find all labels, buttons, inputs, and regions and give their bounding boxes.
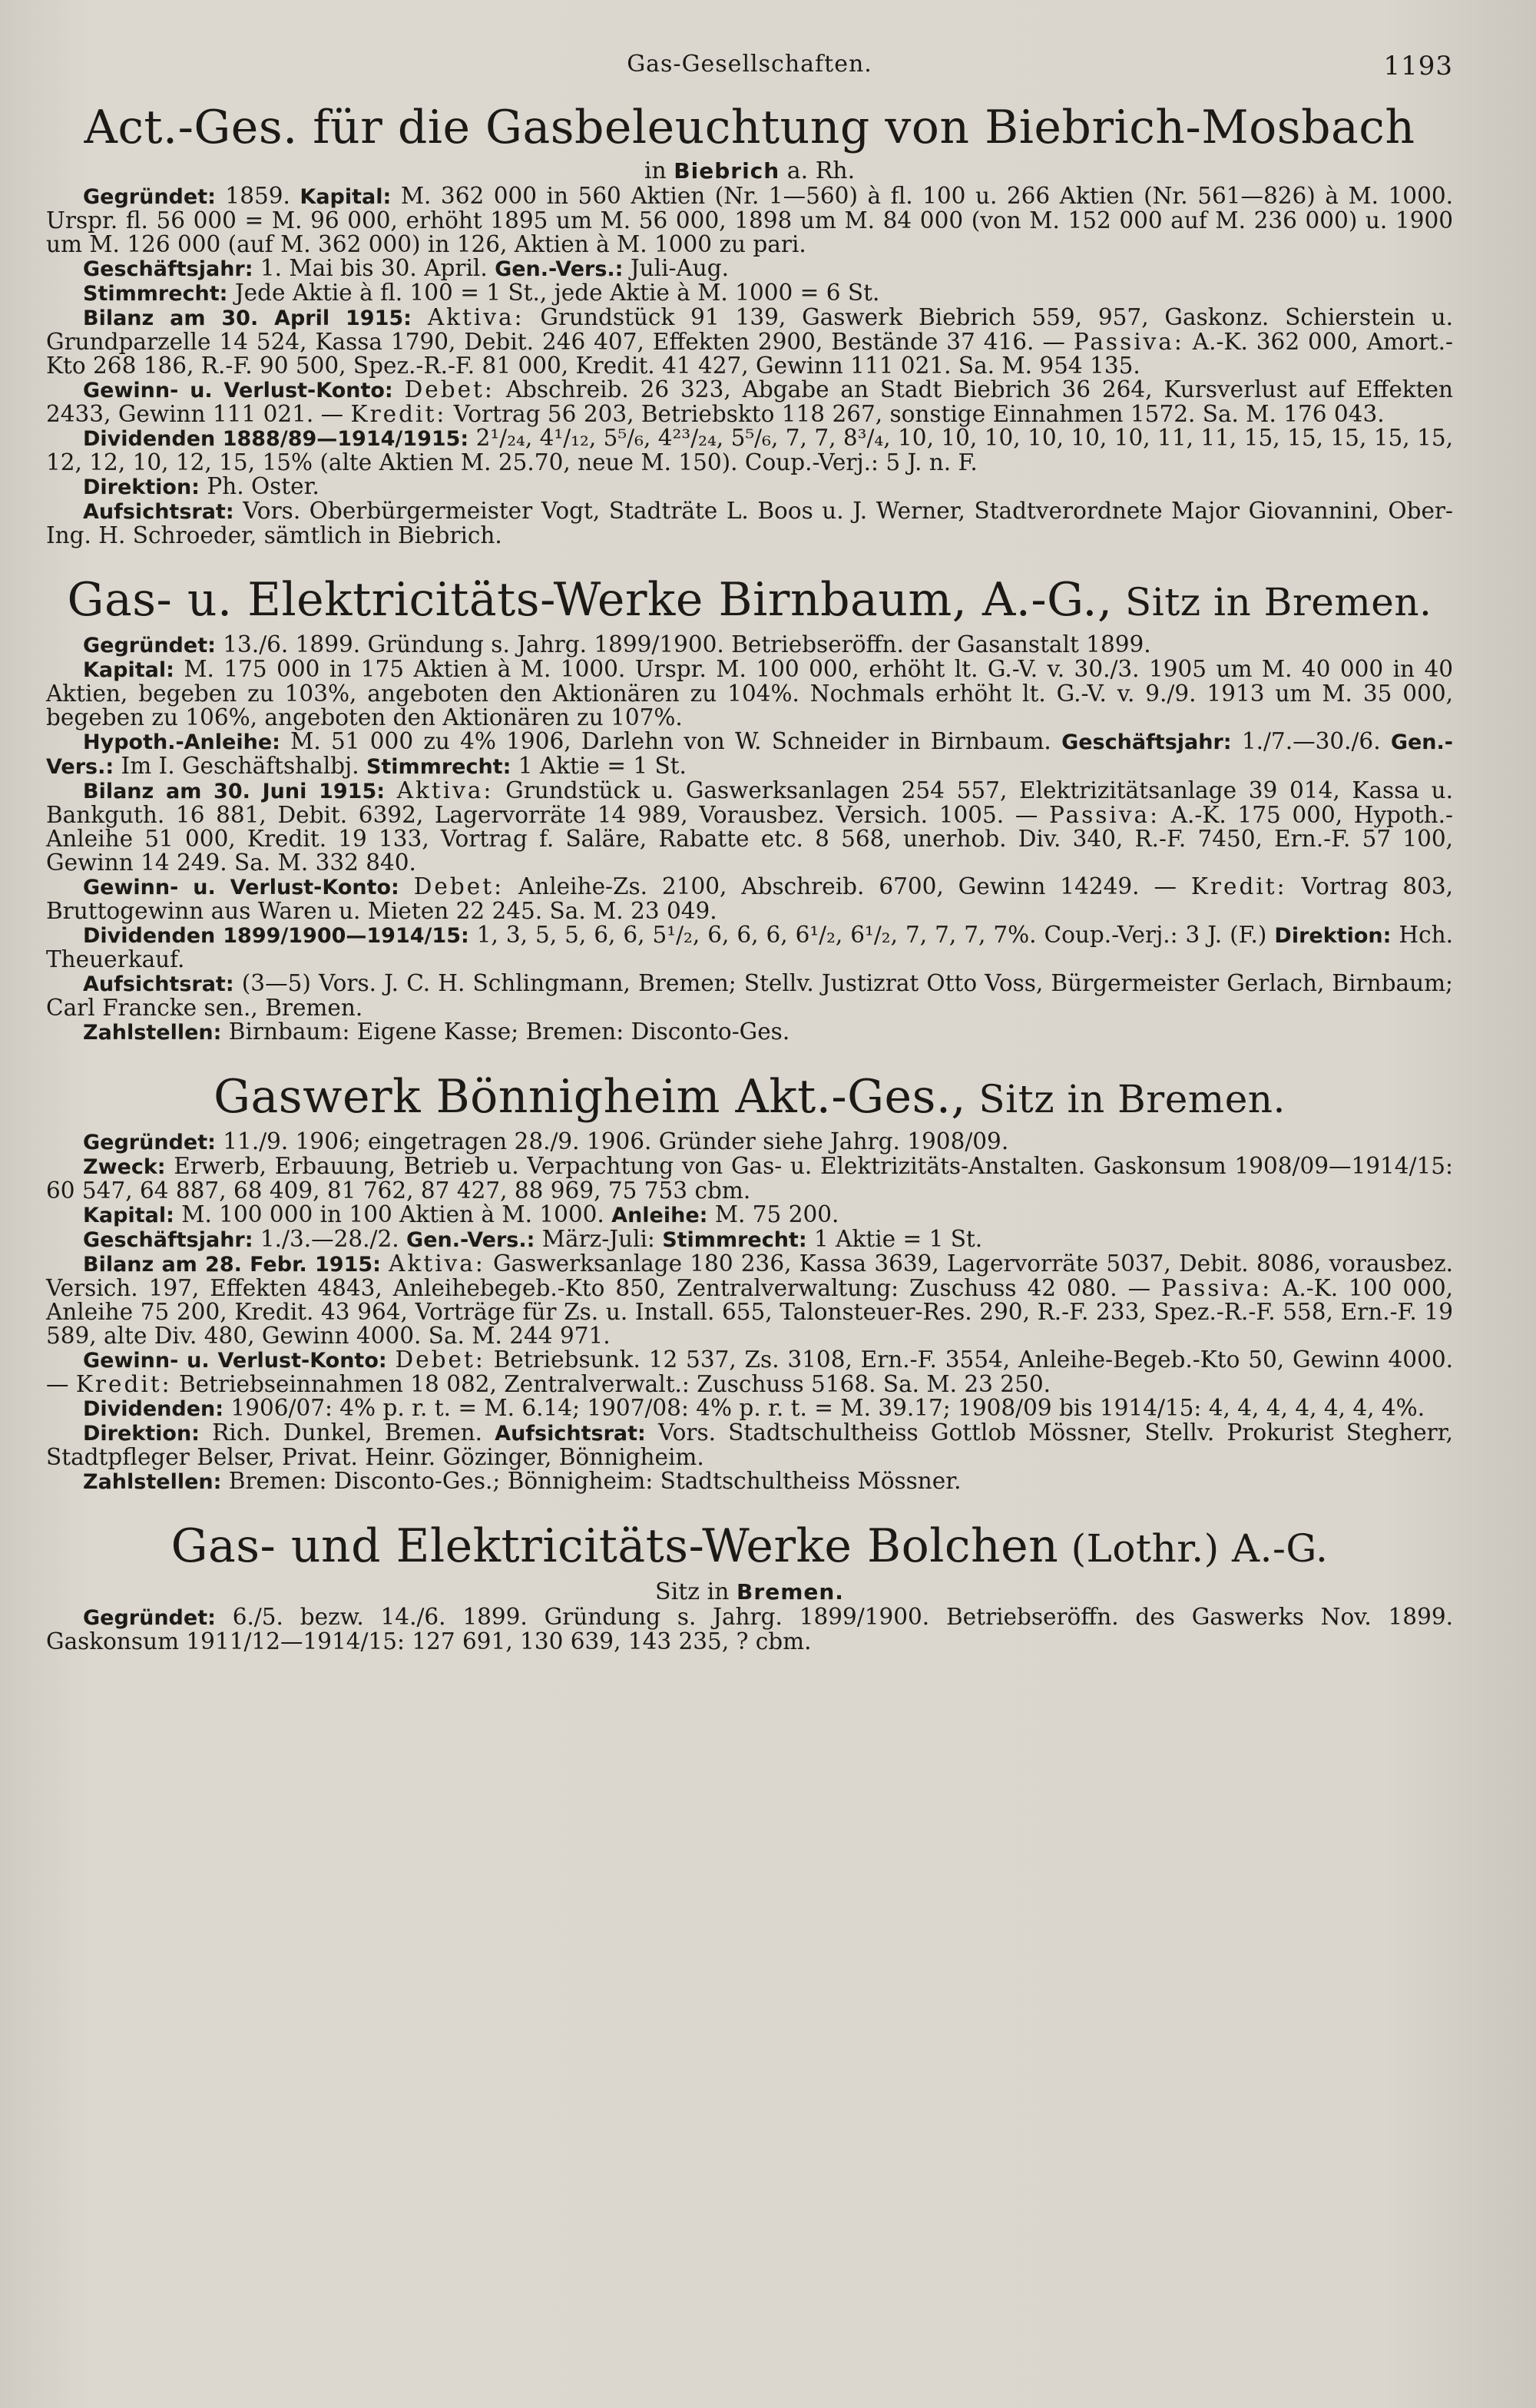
supervisory-board-paragraph: Aufsichtsrat: Vors. Oberbürgermeister Vogt, Stadträte L. Boos u. J. Werner, Stadtverordnete Major Giovannini, Ober-Ing. H. Schroeder, sämtlich in Biebrich. — [46, 498, 1453, 548]
entry-title: Gas- und Elektricitäts-Werke Bolchen (Lothr.) A.-G. — [170, 1519, 1329, 1573]
fiscal-year-paragraph: Geschäftsjahr: 1. Mai bis 30. April. Gen.-Vers.: Juli-Aug. — [83, 255, 730, 281]
dividends-paragraph: Dividenden 1888/89—1914/1915: 2¹/₂₄, 4¹/₁₂, 5⁵/₆, 4²³/₂₄, 5⁵/₆, 7, 7, 8³/₄, 10, 10, 10, 10, 10, 10, 11, 11, 15, 15, 15, 15, 15, 12, 12, 10, 12, 15, 15% (alte Aktien M. 25.70, neue M. 150). Coup.-Verj.: 5 J. n. F. — [46, 425, 1453, 475]
entry-subtitle: in Biebrich a. Rh. — [644, 157, 856, 184]
paying-agents-paragraph: Zahlstellen: Bremen: Disconto-Ges.; Bönnigheim: Stadtschultheiss Mössner. — [83, 1468, 962, 1494]
city-name: Biebrich — [674, 158, 780, 184]
city-name: Bremen. — [737, 1579, 844, 1605]
entry-biebrich-mosbach — [46, 100, 1453, 548]
entry-title: Gas- u. Elektricitäts-Werke Birnbaum, A.-G., Sitz in Bremen. — [67, 573, 1432, 627]
profit-loss-paragraph: Gewinn- u. Verlust-Konto: Debet: Anleihe-Zs. 2100, Abschreib. 6700, Gewinn 14249. — Kredit: Vortrag 803, Bruttogewinn aus Waren u. Mieten 22 245. Sa. M. 23 049. — [46, 873, 1453, 924]
fiscal-year-paragraph: Geschäftsjahr: 1./3.—28./2. Gen.-Vers.: März-Juli: Stimmrecht: 1 Aktie = 1 St. — [83, 1226, 983, 1252]
balance-paragraph: Bilanz am 30. Juni 1915: Aktiva: Grundstück u. Gaswerksanlagen 254 557, Elektrizitätsanlage 39 014, Kassa u. Bankguth. 16 881, Debit. 6392, Lagervorräte 14 989, Vorausbez. Versich. 1005. — Passiva: A.-K. 175 000, Hypoth.-Anleihe 51 000, Kredit. 19 133, Vortrag f. Saläre, Rabatte etc. 8 568, unerhob. Div. 340, R.-F. 7450, Ern.-F. 57 100, Gewinn 14 249. Sa. M. 332 840. — [46, 777, 1453, 876]
management-paragraph: Direktion: Rich. Dunkel, Bremen. Aufsichtsrat: Vors. Stadtschultheiss Gottlob Mössner, Stellv. Prokurist Stegherr, Stadtpfleger Belser, Privat. Heinr. Gözinger, Bönnigheim. — [46, 1419, 1453, 1470]
entry-birnbaum — [46, 572, 1453, 1045]
running-header — [46, 51, 1453, 94]
entry-title: Act.-Ges. für die Gasbeleuchtung von Biebrich-Mosbach — [84, 101, 1415, 154]
balance-paragraph: Bilanz am 30. April 1915: Aktiva: Grundstück 91 139, Gaswerk Biebrich 559, 957, Gaskonz. Schierstein u. Grundparzelle 14 524, Kassa 1790, Debit. 246 407, Effekten 2900, Bestände 37 416. — Passiva: A.-K. 362 000, Amort.-Kto 268 186, R.-F. 90 500, Spez.-R.-F. 81 000, Kredit. 41 427, Gewinn 111 021. Sa. M. 954 135. — [46, 304, 1453, 379]
entry-bolchen — [46, 1519, 1453, 1654]
voting-rights-paragraph: Stimmrecht: Jede Aktie à fl. 100 = 1 St., jede Aktie à M. 1000 = 6 St. — [83, 280, 880, 306]
founding-paragraph: Gegründet: 6./5. bezw. 14./6. 1899. Gründung s. Jahrg. 1899/1900. Betriebseröffn. des Gaswerks Nov. 1899. Gaskonsum 1911/12—1914/15: 127 691, 130 639, 143 235, ? cbm. — [46, 1604, 1453, 1654]
founding-capital-paragraph: Gegründet: 1859. Kapital: M. 362 000 in 560 Aktien (Nr. 1—560) à fl. 100 u. 266 Aktien (Nr. 561—826) à M. 1000. Urspr. fl. 56 000 = M. 96 000, erhöht 1895 um M. 56 000, 1898 um M. 84 000 (von M. 152 000 auf M. 236 000) u. 1900 um M. 126 000 (auf M. 362 000) in 126, Aktien à M. 1000 zu pari. — [46, 183, 1453, 257]
founding-paragraph: Gegründet: 13./6. 1899. Gründung s. Jahrg. 1899/1900. Betriebseröffn. der Gasanstalt 1899. — [83, 631, 1151, 657]
entry-title: Gaswerk Bönnigheim Akt.-Ges., Sitz in Bremen. — [214, 1070, 1286, 1124]
profit-loss-paragraph: Gewinn- u. Verlust-Konto: Debet: Abschreib. 26 323, Abgabe an Stadt Biebrich 36 264, Kursverlust auf Effekten 2433, Gewinn 111 021. — Kredit: Vortrag 56 203, Betriebskto 118 267, sonstige Einnahmen 1572. Sa. M. 176 043. — [46, 376, 1453, 427]
capital-paragraph: Kapital: M. 100 000 in 100 Aktien à M. 1000. Anleihe: M. 75 200. — [83, 1201, 839, 1227]
management-paragraph: Direktion: Ph. Oster. — [83, 473, 319, 499]
running-title: Gas-Gesellschaften. — [627, 51, 872, 78]
supervisory-board-paragraph: Aufsichtsrat: (3—5) Vors. J. C. H. Schlingmann, Bremen; Stellv. Justizrat Otto Voss, Bürgermeister Gerlach, Birnbaum; Carl Francke sen., Bremen. — [46, 970, 1453, 1021]
capital-paragraph: Kapital: M. 175 000 in 175 Aktien à M. 1000. Urspr. M. 100 000, erhöht lt. G.-V. v. 30./3. 1905 um M. 40 000 in 40 Aktien, begeben zu 103%, angeboten den Aktionären zu 104%. Nochmals erhöht lt. G.-V. v. 9./9. 1913 um M. 35 000, begeben zu 106%, angeboten den Aktionären zu 107%. — [46, 656, 1453, 730]
dividends-paragraph: Dividenden: 1906/07: 4% p. r. t. = M. 6.14; 1907/08: 4% p. r. t. = M. 39.17; 1908/09 bis 1914/15: 4, 4, 4, 4, 4, 4, 4%. — [83, 1395, 1425, 1421]
page-number: 1193 — [1383, 51, 1453, 81]
purpose-paragraph: Zweck: Erwerb, Erbauung, Betrieb u. Verpachtung von Gas- u. Elektrizitäts-Anstalten. Gaskonsum 1908/09—1914/15: 60 547, 64 887, 68 409, 81 762, 87 427, 88 969, 75 753 cbm. — [46, 1153, 1453, 1204]
dividends-paragraph: Dividenden 1899/1900—1914/15: 1, 3, 5, 5, 6, 6, 5¹/₂, 6, 6, 6, 6¹/₂, 6¹/₂, 7, 7, 7, 7%. Coup.-Verj.: 3 J. (F.) Direktion: Hch. Theuerkauf. — [46, 922, 1453, 972]
entry-subtitle: Sitz in Bremen. — [655, 1578, 844, 1605]
profit-loss-paragraph: Gewinn- u. Verlust-Konto: Debet: Betriebsunk. 12 537, Zs. 3108, Ern.-F. 3554, Anleihe-Begeb.-Kto 50, Gewinn 4000. — Kredit: Betriebseinnahmen 18 082, Zentralverwalt.: Zuschuss 5168. Sa. M. 23 250. — [46, 1346, 1453, 1397]
paying-agents-paragraph: Zahlstellen: Birnbaum: Eigene Kasse; Bremen: Disconto-Ges. — [83, 1019, 790, 1045]
mortgage-paragraph: Hypoth.-Anleihe: M. 51 000 zu 4% 1906, Darlehn von W. Schneider in Birnbaum. Geschäftsjahr: 1./7.—30./6. Gen.-Vers.: Im I. Geschäftshalbj. Stimmrecht: 1 Aktie = 1 St. — [46, 728, 1453, 779]
entry-boennigheim — [46, 1069, 1453, 1494]
balance-paragraph: Bilanz am 28. Febr. 1915: Aktiva: Gaswerksanlage 180 236, Kassa 3639, Lagervorräte 5037, Debit. 8086, vorausbez. Versich. 197, Effekten 4843, Anleihebegeb.-Kto 850, Zentralverwaltung: Zuschuss 42 080. — Passiva: A.-K. 100 000, Anleihe 75 200, Kredit. 43 964, Vorträge für Zs. u. Install. 655, Talonsteuer-Res. 290, R.-F. 233, Spez.-R.-F. 558, Ern.-F. 19 589, alte Div. 480, Gewinn 4000. Sa. M. 244 971. — [46, 1250, 1454, 1349]
founding-paragraph: Gegründet: 11./9. 1906; eingetragen 28./9. 1906. Gründer siehe Jahrg. 1908/09. — [83, 1128, 1009, 1154]
